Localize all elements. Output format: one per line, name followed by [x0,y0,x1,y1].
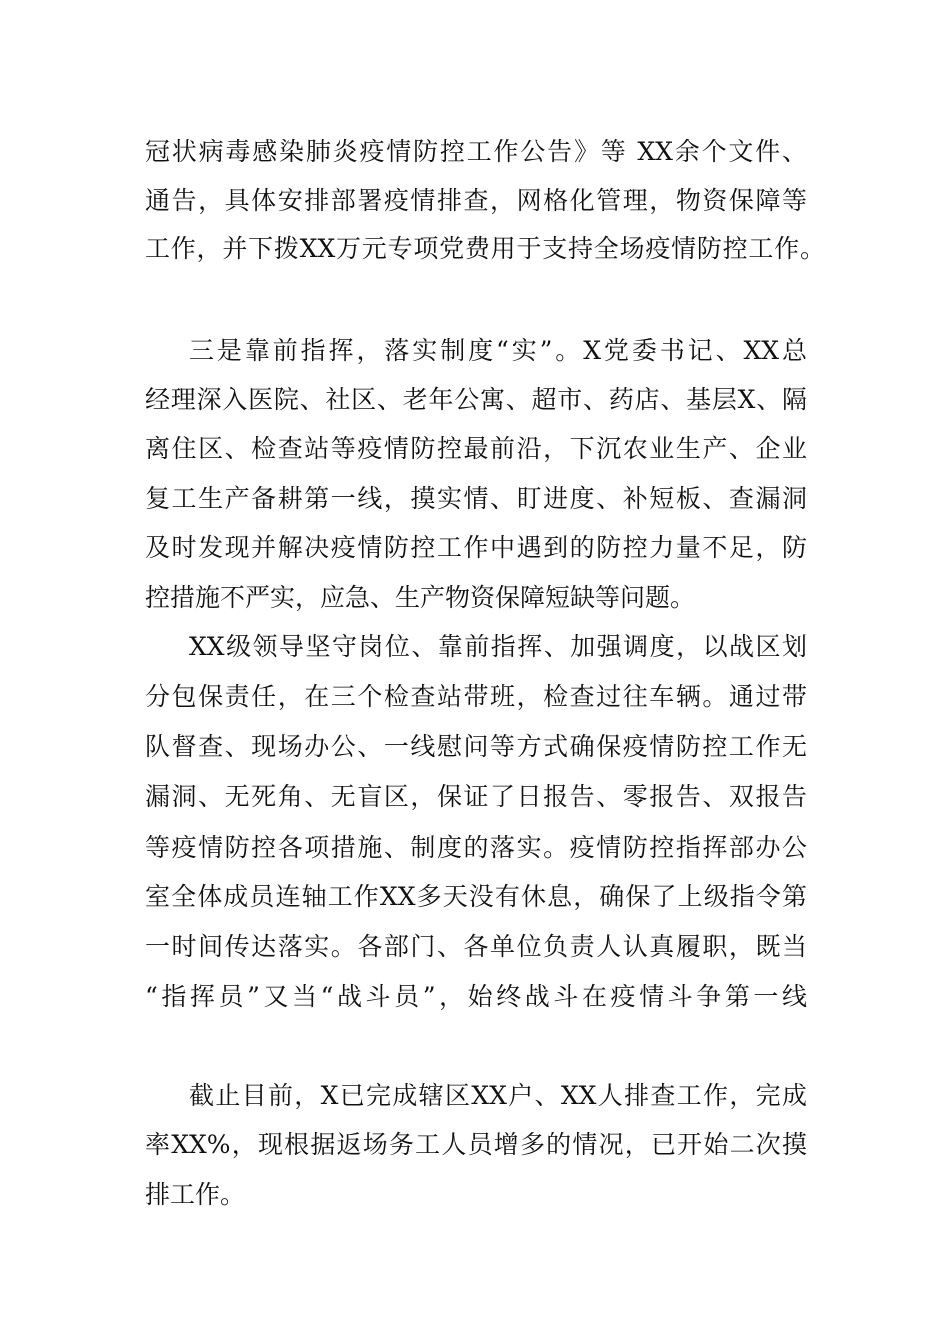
text-line: 冠状病毒感染肺炎疫情防控工作公告》等 XX余个文件、 [145,137,807,166]
text-line: 截止目前，X已完成辖区XX户、XX人排查工作，完成 [189,1081,807,1110]
text-line: 等疫情防控各项措施、制度的落实。疫情防控指挥部办公 [145,833,807,862]
text-line: XX级领导坚守岗位、靠前指挥、加强调度，以战区划 [189,632,807,661]
text-line: 室全体成员连轴工作XX多天没有休息，确保了上级指令第 [145,882,807,911]
text-line: 控措施不严实，应急、生产物资保障短缺等问题。 [145,583,696,612]
text-line: 排工作。 [145,1180,246,1209]
text-line: 分包保责任，在三个检查站带班，检查过往车辆。通过带 [145,682,807,711]
text-line: 队督查、现场办公、一线慰问等方式确保疫情防控工作无 [145,732,807,761]
text-line: 复工生产备耕第一线，摸实情、盯进度、补短板、查漏洞 [145,484,807,513]
text-line: 率XX%，现根据返场务工人员增多的情况，已开始二次摸 [145,1130,807,1159]
text-line: 一时间传达落实。各部门、各单位负责人认真履职，既当 [145,932,807,961]
text-line: 经理深入医院、社区、老年公寓、超市、药店、基层X、隔 [145,385,807,414]
text-line: 工作，并下拨XX万元专项党费用于支持全场疫情防控工作。 [145,234,825,263]
text-line: 通告，具体安排部署疫情排查，网格化管理，物资保障等 [145,186,807,215]
text-line: 离住区、检查站等疫情防控最前沿，下沉农业生产、企业 [145,434,807,463]
text-line: 及时发现并解决疫情防控工作中遇到的防控力量不足，防 [145,533,807,562]
text-line: 三是靠前指挥，落实制度“实”。X党委书记、XX总 [189,336,807,365]
text-line: 漏洞、无死角、无盲区，保证了日报告、零报告、双报告 [145,782,807,811]
text-line: “指挥员”又当“战斗员”，始终战斗在疫情斗争第一线 [145,982,807,1011]
